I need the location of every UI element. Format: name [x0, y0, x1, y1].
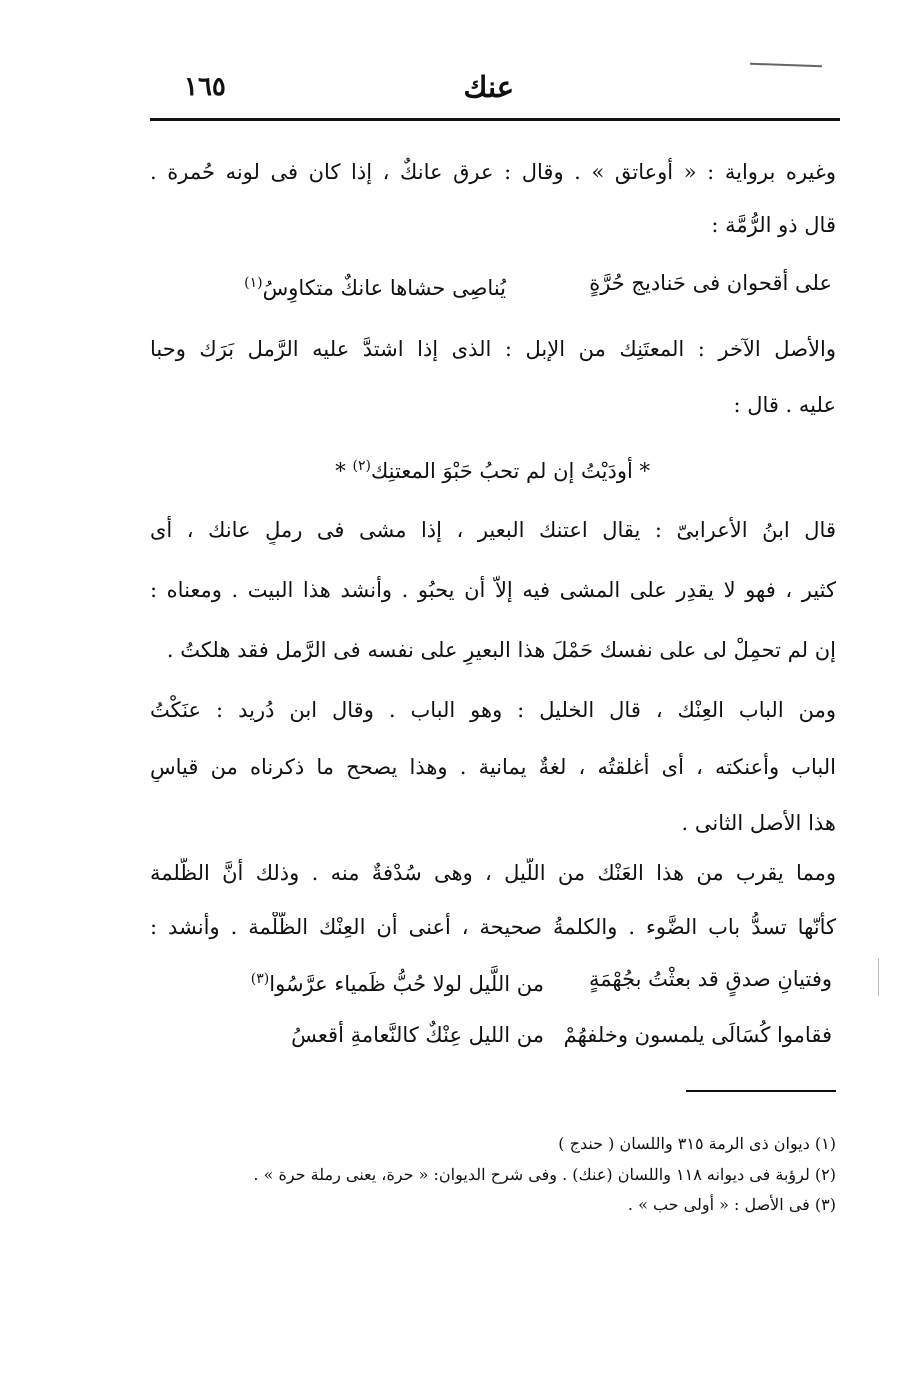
- verse-2-text: * أودَيْتُ إن لم تحبُ حَبْوَ المعتنِك: [370, 459, 650, 483]
- verse-1-first-text: على أقحوان فى حَناديج حُرَّةٍ: [589, 271, 832, 295]
- margin-mark: [878, 958, 879, 996]
- running-title: عنك: [463, 70, 514, 104]
- body-line-5: قال ابنُ الأعرابىّ : يقال اعتنك البعير ، إذا مشى فى رملٍ عانك ، أى: [150, 518, 836, 542]
- body-line-1: وغيره برواية : « أوعاتق » . وقال : عرق عانكٌ ، إذا كان فى لونه حُمرة .: [150, 160, 836, 184]
- verse-4-second-text: من الليل عِنْكٌ كالنَّعامةِ أقعسُ: [291, 1023, 544, 1047]
- body-line-4: عليه . قال :: [733, 393, 836, 417]
- verse-1-first-hemistich: [589, 268, 832, 298]
- verse-3-first-text: وفتيانِ صدقٍ قد بعثْتُ بجُهْمَةٍ: [589, 967, 832, 991]
- body-line-2: قال ذو الرُّمَّة :: [711, 213, 836, 237]
- corner-pencil-mark: [750, 63, 822, 68]
- verse-4-first-text: فقاموا كُسَالَى يلمسون وخلفهُمْ: [563, 1023, 832, 1047]
- footnote-marker-2: (٢): [352, 458, 371, 474]
- body-line-7: إن لم تحمِلْ لى على نفسك حَمْلَ هذا البعيرِ على نفسه فى الرَّمل فقد هلكتُ .: [166, 638, 836, 662]
- footnote-marker-3: (٣): [250, 971, 270, 987]
- verse-3-second-text: من اللَّيل لولا حُبُّ ظَمياء عرَّسُوا: [269, 972, 544, 996]
- header-rule: [150, 118, 840, 121]
- verse-2-single: [335, 451, 650, 486]
- page-header: [150, 70, 836, 110]
- footnote-rule: [686, 1090, 836, 1092]
- verse-1-second-text: يُناصِى حشاها عانكٌ متكاوِسُ: [262, 276, 506, 300]
- footnote-1: (١) ديوان ذى الرمة ٣١٥ واللسان ( حندج ): [558, 1134, 836, 1153]
- verse-1-second-hemistich: [244, 268, 506, 303]
- verse-3-second-hemistich: [251, 964, 544, 999]
- page-number: ١٦٥: [184, 72, 226, 102]
- body-line-9: الباب وأعنكته ، أى أغلقتُه ، لغةٌ يمانية . وهذا يصحح ما ذكرناه من قياسِ: [150, 755, 836, 779]
- verse-3-first-hemistich: [589, 964, 832, 994]
- footnote-marker-1: (١): [244, 275, 263, 291]
- body-line-12: كأنّها تسدُّ باب الضَّوء . والكلمةُ صحيحة ، أعنى أن العِنْك الظُّلْمة . وأنشد :: [150, 915, 836, 939]
- verse-4-second-hemistich: [291, 1020, 544, 1050]
- body-line-10: هذا الأصل الثانى .: [681, 811, 836, 835]
- footnote-2: (٢) لرؤبة فى ديوانه ١١٨ واللسان (عنك) . وفى شرح الديوان: « حرة، يعنى رملة حرة » .: [253, 1165, 836, 1184]
- verse-4-first-hemistich: [564, 1020, 832, 1050]
- footnote-3: (٣) فى الأصل : « أولى حب » .: [627, 1195, 836, 1214]
- body-line-6: كثير ، فهو لا يقدِر على المشى فيه إلاّ أن يحبُو . وأنشد هذا البيت . ومعناه :: [150, 578, 836, 602]
- verse-2-closing-star: *: [335, 459, 346, 483]
- body-line-3: والأصل الآخر : المعتَنِك من الإبل : الذى إذا اشتدَّ عليه الرَّمل بَرَك وحبا: [150, 337, 836, 361]
- body-line-11: ومما يقرب من هذا العَنْك من اللَّيل ، وهى سُدْفةٌ منه . وذلك أنَّ الظُّلمة: [150, 861, 836, 885]
- body-line-8: ومن الباب العِنْك ، قال الخليل : وهو الباب . وقال ابن دُريد : عنَكْتُ: [150, 698, 836, 722]
